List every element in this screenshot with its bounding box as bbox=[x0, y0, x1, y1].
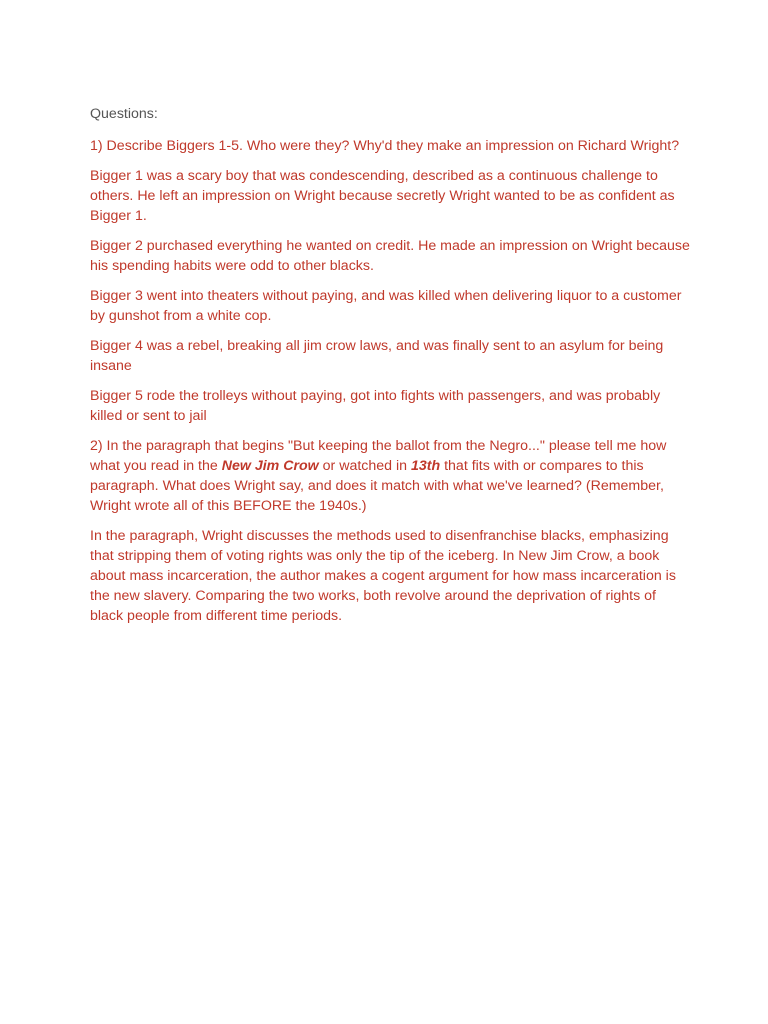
answer-bigger-3: Bigger 3 went into theaters without paying, and was killed when delivering liquor to a customer by gunshot from a white cop. bbox=[90, 288, 682, 324]
document-page bbox=[90, 104, 690, 636]
answer-bigger-2: Bigger 2 purchased everything he wanted on credit. He made an impression on Wright because his spending habits were odd to other blacks. bbox=[90, 238, 690, 274]
answer-bigger-1: Bigger 1 was a scary boy that was condescending, described as a continuous challenge to others. He left an impression on Wright because secretly Wright wanted to be as confident as Bigger 1. bbox=[90, 168, 675, 224]
film-title-13th: 13th bbox=[410, 458, 441, 474]
question-2-text-part2: or watched in bbox=[318, 458, 411, 474]
answer-question-2: In the paragraph, Wright discusses the methods used to disenfranchise blacks, emphasizing that stripping them of voting rights was only the tip of the iceberg. In New Jim Crow, a book about mass incarceration, the author makes a cogent argument for how mass incarceration is the new slavery. Comparing the two works, both revolve around the deprivation of rights of black people from different time periods. bbox=[90, 528, 676, 624]
answer-bigger-4: Bigger 4 was a rebel, breaking all jim crow laws, and was finally sent to an asylum for being insane bbox=[90, 338, 664, 374]
questions-heading: Questions: bbox=[90, 106, 158, 122]
question-2-text-part1: 2) In the paragraph that begins "But keeping the ballot from the Negro..." please tell me how what you read in the bbox=[90, 438, 667, 474]
answer-bigger-5: Bigger 5 rode the trolleys without paying, got into fights with passengers, and was probably killed or sent to jail bbox=[90, 388, 661, 424]
question-1: 1) Describe Biggers 1-5. Who were they? Why'd they make an impression on Richard Wright? bbox=[90, 138, 680, 154]
book-title-new-jim-crow: New Jim Crow bbox=[221, 458, 319, 474]
question-2-text-part3: that fits with or compares to this paragraph. What does Wright say, and does it match with what we've learned? (Remember, Wright wrote all of this BEFORE the 1940s.) bbox=[90, 458, 664, 514]
question-2 bbox=[90, 436, 690, 516]
